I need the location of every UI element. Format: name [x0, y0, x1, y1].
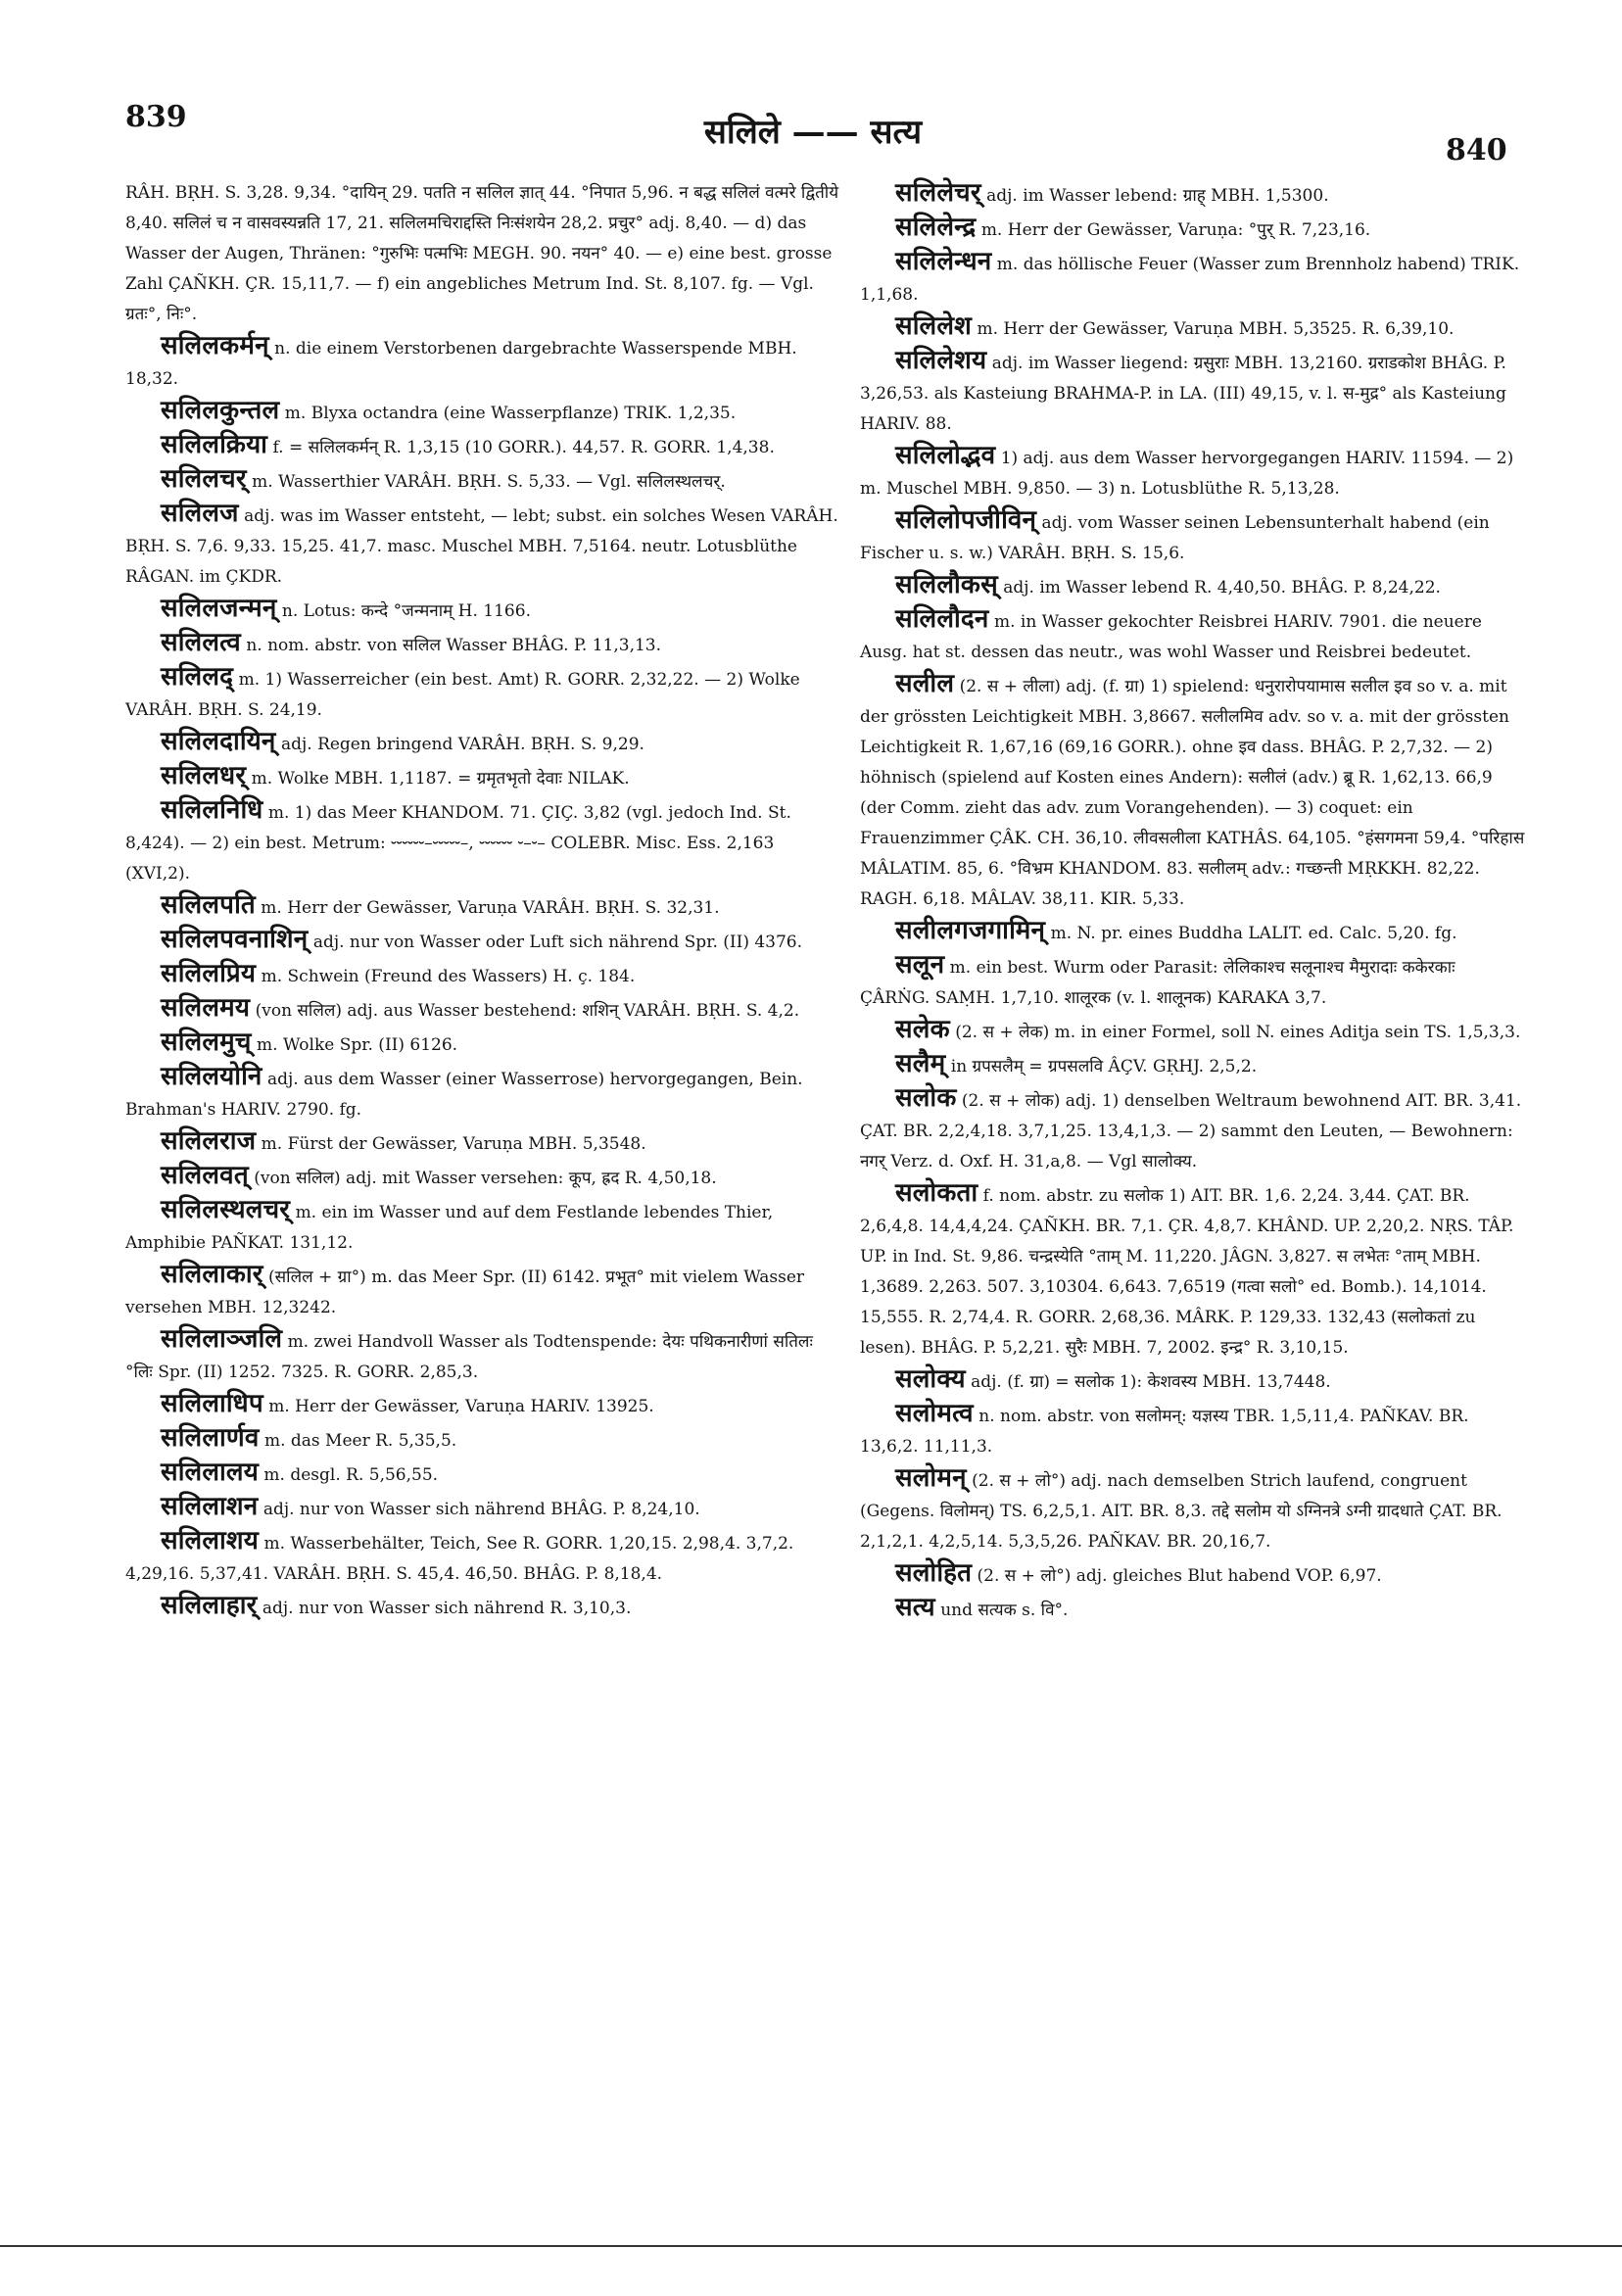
headword: सलिलौदन	[895, 604, 989, 634]
entry-text: m. Schwein (Freund des Wassers) H. ç. 184.	[261, 967, 636, 986]
entry-text: adj. im Wasser liegend: ग्रसुराः MBH. 13,2160. ग्रराडकोश BHÂG. P. 3,26,53. als Kasteiung BRAHMA-P. in LA. (III) 49,15, v. l. स-मुद्र° als Kasteiung HARIV. 88.	[860, 354, 1506, 434]
entry-text: m. Fürst der Gewässer, Varuṇa MBH. 5,3548.	[261, 1134, 646, 1154]
headword: सलिलोपजीविन्	[895, 505, 1037, 535]
entry-text: (2. स + लोक) adj. 1) denselben Weltraum bewohnend AIT. BR. 3,41. ÇAT. BR. 2,2,4,18. 3,7,1,25. 13,4,1,3. — 2) sammt den Leuten, — Bewohnern: नगर् Verz. d. Oxf. H. 31,a,8. — Vgl सालोक्य.	[860, 1091, 1522, 1172]
dictionary-entry	[125, 925, 842, 958]
dictionary-entry	[860, 346, 1528, 440]
headword: सलेक	[895, 1015, 950, 1044]
headword: सलिलाकार्	[161, 1260, 263, 1289]
dictionary-entry	[125, 430, 842, 463]
entry-text: m. Wasserbehälter, Teich, See R. GORR. 1,20,15. 2,98,4. 3,7,2. 4,29,16. 5,37,41. VARÂH. BṚH. S. 45,4. 46,50. BHÂG. P. 8,18,4.	[125, 1534, 794, 1584]
dictionary-entry	[125, 1161, 842, 1194]
dictionary-entry	[125, 464, 842, 498]
dictionary-entry	[125, 628, 842, 661]
page-number-left: 839	[125, 100, 187, 134]
headword: सलिलाशय	[161, 1526, 260, 1555]
headword: सलोमन्	[895, 1463, 967, 1493]
headword: सलिलधर्	[161, 761, 247, 790]
entry-text: m. ein best. Wurm oder Parasit: लेलिकाश्च सलूनाश्च मैमुरादाः ककेरकाः ÇÂRṄG. SAṂH. 1,7,10. शालूरक (v. l. शालूनक) KARAKA 3,7.	[860, 958, 1455, 1008]
dictionary-entry	[125, 1526, 842, 1590]
dictionary-entry	[125, 1389, 842, 1422]
dictionary-entry	[860, 604, 1528, 668]
dictionary-entry	[125, 1492, 842, 1525]
headword: सलिलोद्भव	[895, 441, 996, 470]
headword: सलीलगजगामिन्	[895, 916, 1046, 945]
headword: सलिलपति	[161, 890, 256, 920]
entry-text: adj. Regen bringend VARÂH. BṚH. S. 9,29.	[280, 735, 644, 754]
entry-text: und सत्यक s. वि°.	[940, 1601, 1069, 1620]
headword: सलिलद्	[161, 662, 234, 692]
dictionary-entry	[860, 441, 1528, 504]
dictionary-entry	[125, 993, 842, 1027]
headword: सलोक्य	[895, 1364, 966, 1394]
entry-text: n. nom. abstr. von सलोमन्: यज्ञस्य TBR. 1,5,11,4. PAÑKAV. BR. 13,6,2. 11,11,3.	[860, 1407, 1469, 1457]
footer-rule	[0, 2245, 1622, 2247]
entry-text: adj. im Wasser lebend R. 4,40,50. BHÂG. P. 8,24,22.	[1003, 578, 1441, 598]
dictionary-entry	[125, 1260, 842, 1323]
entry-text: m. 1) Wasserreicher (ein best. Amt) R. GORR. 2,32,22. — 2) Wolke VARÂH. BṚH. S. 24,19.	[125, 670, 800, 720]
entry-text: f. = सलिलकर्मन् R. 1,3,15 (10 GORR.). 44,57. R. GORR. 1,4,38.	[272, 438, 775, 457]
dictionary-entry	[860, 311, 1528, 345]
dictionary-entry	[860, 1049, 1528, 1082]
entry-text: m. zwei Handvoll Wasser als Todtenspende: देयः पथिकनारीणां सतिलः °लिः Spr. (II) 1252. 7325. R. GORR. 2,85,3.	[125, 1332, 813, 1382]
entry-text: m. 1) das Meer KHANDOM. 71. ÇIÇ. 3,82 (vgl. jedoch Ind. St. 8,424). — 2) ein best. Metrum: ⏑⏑⏑⏑⏑⏑–⏑⏑⏑⏑⏑–, ⏑⏑⏑⏑⏑⏑ ⏑–⏑– COLEBR. Misc. Ess. 2,163 (XVI,2).	[125, 803, 791, 884]
entry-text: (2. स + लो°) adj. nach demselben Strich laufend, congruent (Gegens. विलोमन्) TS. 6,2,5,1. AIT. BR. 8,3. तद्दे सलोम यो ऽग्निनत्रे ऽग्नी ग्रादधाते ÇAT. BR. 2,1,2,1. 4,2,5,14. 5,3,5,26. PAÑKAV. BR. 20,16,7.	[860, 1471, 1503, 1552]
headword: सलोक	[895, 1083, 957, 1113]
entry-text: (2. स + लो°) adj. gleiches Blut habend VOP. 6,97.	[977, 1566, 1382, 1586]
entry-text: n. Lotus: कन्दे °जन्मनाम् H. 1166.	[281, 601, 531, 621]
entry-text: n. die einem Verstorbenen dargebrachte Wasserspende MBH. 18,32.	[125, 339, 797, 389]
entry-text: (2. स + लीला) adj. (f. ग्रा) 1) spielend: धनुरारोपयामास सलील इव so v. a. mit der grössten Leichtigkeit MBH. 3,8667. सलीलमिव adv. so v. a. mit der grössten Leichtigkeit R. 1,67,16 (69,16 GORR.). ohne इव dass. BHÂG. P. 2,7,32. — 2) höhnisch (spielend auf Kosten eines Andern): सलीलं (adv.) ब्रू R. 1,62,13. 66,9 (der Comm. zieht das adv. zum Vorangehenden). — 3) coquet: ein Frauenzimmer ÇÂK. CH. 36,10. लीवसलीला KATHÂS. 64,105. °हंसगमना 59,4. °परिहास MÂLATIM. 85, 6. °विभ्रम KHANDOM. 83. सलीलम् adv.: गच्छन्ती MṚKKH. 82,22. RAGH. 6,18. MÂLAV. 38,11. KIR. 5,33.	[860, 677, 1525, 909]
entry-text: adj. vom Wasser seinen Lebensunterhalt habend (ein Fischer u. s. w.) VARÂH. BṚH. S. 15,6.	[860, 513, 1490, 563]
headword: सलिलमुच्	[161, 1028, 252, 1057]
entry-text: (2. स + लेक) m. in einer Formel, soll N. eines Aditja sein TS. 1,5,3,3.	[955, 1023, 1521, 1042]
entry-text: m. Herr der Gewässer, Varuṇa VARÂH. BṚH. S. 32,31.	[261, 898, 720, 918]
dictionary-entry	[860, 1593, 1528, 1626]
dictionary-entry	[860, 1463, 1528, 1557]
dictionary-entry	[860, 1558, 1528, 1592]
dictionary-entry	[125, 331, 842, 395]
dictionary-entry	[860, 1083, 1528, 1177]
headword: सलिलाञ्जलि	[161, 1324, 283, 1354]
headword: सत्य	[895, 1593, 935, 1622]
dictionary-entry	[125, 1423, 842, 1457]
dictionary-entry	[125, 890, 842, 924]
headword: सलिलनिधि	[161, 795, 263, 825]
dictionary-entry	[860, 1399, 1528, 1462]
dictionary-entry	[125, 959, 842, 992]
entry-text: m. das höllische Feuer (Wasser zum Brennholz habend) TRIK. 1,1,68.	[860, 255, 1520, 305]
page-number-right: 840	[1446, 133, 1507, 167]
headword: सलिलेश	[895, 311, 973, 341]
headword: सलिलज	[161, 499, 239, 528]
headword: सलिलेशय	[895, 346, 987, 375]
entry-text: adj. (f. ग्रा) = सलोक 1): केशवस्य MBH. 13,7448.	[971, 1372, 1331, 1392]
entry-text: adj. aus dem Wasser (einer Wasserrose) hervorgegangen, Bein. Brahman's HARIV. 2790. fg.	[125, 1070, 803, 1120]
entry-text: adj. nur von Wasser sich nährend BHÂG. P. 8,24,10.	[262, 1500, 700, 1519]
dictionary-entry	[125, 1062, 842, 1125]
headword: सलिलदायिन्	[161, 727, 276, 756]
entry-text: in ग्रपसलैम् = ग्रपसलवि ÂÇV. GṚHJ. 2,5,2.	[950, 1057, 1258, 1076]
headword: सलिलजन्मन्	[161, 594, 277, 623]
dictionary-entry	[125, 594, 842, 627]
entry-text: m. in Wasser gekochter Reisbrei HARIV. 7901. die neuere Ausg. hat st. dessen das neutr., was wohl Wasser und Reisbrei bedeutet.	[860, 612, 1482, 662]
headword: सलोकता	[895, 1178, 978, 1208]
entry-text: adj. was im Wasser entsteht, — lebt; subst. ein solches Wesen VARÂH. BṚH. S. 7,6. 9,33. 15,25. 41,7. masc. Muschel MBH. 7,5164. neutr. Lotusblüthe RÂGAN. im ÇKDR.	[125, 506, 838, 587]
entry-text: m. Blyxa octandra (eine Wasserpflanze) TRIK. 1,2,35.	[284, 404, 737, 423]
headword: सलिलचर्	[161, 464, 247, 494]
dictionary-entry	[860, 1178, 1528, 1363]
dictionary-entry	[860, 916, 1528, 949]
entry-text: f. nom. abstr. zu सलोक 1) AIT. BR. 1,6. 2,24. 3,44. ÇAT. BR. 2,6,4,8. 14,4,4,24. ÇAÑKH. BR. 7,1. ÇR. 4,8,7. KHÂND. UP. 2,20,2. NṚS. TÂP. UP. in Ind. St. 9,86. चन्द्रस्येति °ताम् M. 11,220. JÂGN. 3,827. स लभेतः °ताम् MBH. 1,3689. 2,263. 507. 3,10304. 6,643. 7,6519 (गत्वा सलो° ed. Bomb.). 14,1014. 15,555. R. 2,74,4. R. GORR. 2,68,36. MÂRK. P. 129,33. 132,43 (सलोकतां zu lesen). BHÂG. P. 5,2,21. सुरैः MBH. 7, 2002. इन्द्र° R. 3,10,15.	[860, 1186, 1514, 1358]
headword: सलिलप्रिय	[161, 959, 257, 988]
left-column	[125, 178, 842, 1625]
dictionary-entry	[125, 727, 842, 760]
running-head: सलिले —— सत्य	[703, 113, 923, 152]
headword: सलिलेन्द्र	[895, 213, 977, 242]
dictionary-entry	[860, 570, 1528, 603]
dictionary-entry	[125, 1028, 842, 1061]
dictionary-entry	[125, 1591, 842, 1624]
entry-text: adj. im Wasser lebend: ग्राह् MBH. 1,5300.	[986, 186, 1329, 206]
entry-text: m. Herr der Gewässer, Varuṇa MBH. 5,3525. R. 6,39,10.	[977, 319, 1455, 339]
entry-text: (von सलिल) adj. mit Wasser versehen: कूप, ह्रद R. 4,50,18.	[254, 1169, 717, 1188]
headword: सलिलाधिप	[161, 1389, 263, 1418]
headword: सलिलक्रिया	[161, 430, 268, 459]
headword: सलिलराज	[161, 1126, 257, 1156]
entry-text: m. ein im Wasser und auf dem Festlande lebendes Thier, Amphibie PAÑKAT. 131,12.	[125, 1203, 774, 1253]
dictionary-entry	[860, 1015, 1528, 1048]
dictionary-entry	[125, 1126, 842, 1160]
dictionary-entry	[125, 1458, 842, 1491]
entry-text: m. Herr der Gewässer, Varuṇa: °पुर् R. 7,23,16.	[980, 220, 1371, 240]
right-column	[860, 178, 1528, 1627]
headword: सलिलमय	[161, 993, 251, 1023]
entry-text: adj. nur von Wasser oder Luft sich nährend Spr. (II) 4376.	[312, 933, 803, 952]
entry-text: m. Wolke Spr. (II) 6126.	[257, 1035, 458, 1055]
entry-text: m. das Meer R. 5,35,5.	[263, 1431, 457, 1451]
headword: सलिलस्थलचर्	[161, 1195, 291, 1224]
headword: सलिलाशन	[161, 1492, 259, 1521]
headword: सलिलार्णव	[161, 1423, 260, 1453]
entry-text: RÂH. BṚH. S. 3,28. 9,34. °दायिन् 29. पतति न सलिल ज्ञात् 44. °निपात 5,96. न बद्ध सलिलं वत्मरे द्वितीये 8,40. सलिलं च न वासवस्यन्नति 17, 21. सलिलमचिराद्दस्ति निःसंशयेन 28,2. प्रचुर° adj. 8,40. — d) das Wasser der Augen, Thränen: °गुरुभिः पत्मभिः MEGH. 90. नयन° 40. — e) eine best. grosse Zahl ÇAÑKH. ÇR. 15,11,7. — f) ein angebliches Metrum Ind. St. 8,107. fg. — Vgl. ग्रतः°, निः°.	[125, 183, 839, 324]
dictionary-entry	[125, 499, 842, 593]
headword: सलिलकर्मन्	[161, 331, 269, 360]
entry-text: (von सलिल) adj. aus Wasser bestehend: शशिन् VARÂH. BṚH. S. 4,2.	[255, 1001, 800, 1021]
headword: सलिलेन्धन	[895, 247, 992, 276]
headword: सलोमत्व	[895, 1399, 974, 1428]
entry-text: m. Wolke MBH. 1,1187. = ग्रमृतभृतो देवाः NILAK.	[251, 769, 630, 789]
dictionary-entry	[125, 662, 842, 726]
dictionary-entry	[125, 761, 842, 794]
entry-text: 1) adj. aus dem Wasser hervorgegangen HARIV. 11594. — 2) m. Muschel MBH. 9,850. — 3) n. Lotusblüthe R. 5,13,28.	[860, 449, 1514, 499]
entry-text: m. Wasserthier VARÂH. BṚH. S. 5,33. — Vgl. सलिलस्थलचर्.	[252, 472, 726, 492]
headword: सलिलत्व	[161, 628, 241, 657]
entry-text: (सलिल + ग्रा°) m. das Meer Spr. (II) 6142. प्रभूत° mit vielem Wasser versehen MBH. 12,3242.	[125, 1268, 805, 1317]
dictionary-entry	[860, 213, 1528, 246]
dictionary-entry	[860, 1364, 1528, 1398]
headword: सलैम्	[895, 1049, 946, 1078]
headword: सलून	[895, 950, 945, 980]
dictionary-entry	[860, 505, 1528, 569]
entry-text: m. desgl. R. 5,56,55.	[263, 1465, 439, 1485]
dictionary-entry	[860, 950, 1528, 1014]
headword: सलिलपवनाशिन्	[161, 925, 309, 954]
dictionary-entry	[125, 396, 842, 429]
headword: सलील	[895, 669, 955, 698]
dictionary-entry	[125, 795, 842, 889]
headword: सलिलेचर्	[895, 178, 981, 208]
dictionary-entry	[860, 247, 1528, 311]
headword: सलोहित	[895, 1558, 973, 1588]
entry-text: m. Herr der Gewässer, Varuṇa HARIV. 13925.	[268, 1397, 654, 1416]
dictionary-entry	[860, 178, 1528, 212]
headword: सलिलाहार्	[161, 1591, 258, 1620]
dictionary-entry	[125, 1324, 842, 1388]
headword: सलिलालय	[161, 1458, 260, 1487]
entry-text: n. nom. abstr. von सलिल Wasser BHÂG. P. 11,3,13.	[246, 636, 662, 655]
headword: सलिलकुन्तल	[161, 396, 280, 425]
dictionary-entry	[125, 1195, 842, 1259]
entry-text: adj. nur von Wasser sich nährend R. 3,10,3.	[262, 1599, 632, 1618]
dictionary-entry	[860, 669, 1528, 915]
headword: सलिलौकस्	[895, 570, 998, 599]
headword: सलिलवत्	[161, 1161, 249, 1190]
dictionary-entry	[125, 178, 842, 330]
headword: सलिलयोनि	[161, 1062, 262, 1091]
entry-text: m. N. pr. eines Buddha LALIT. ed. Calc. 5,20. fg.	[1050, 924, 1457, 943]
page-header	[0, 0, 1622, 186]
